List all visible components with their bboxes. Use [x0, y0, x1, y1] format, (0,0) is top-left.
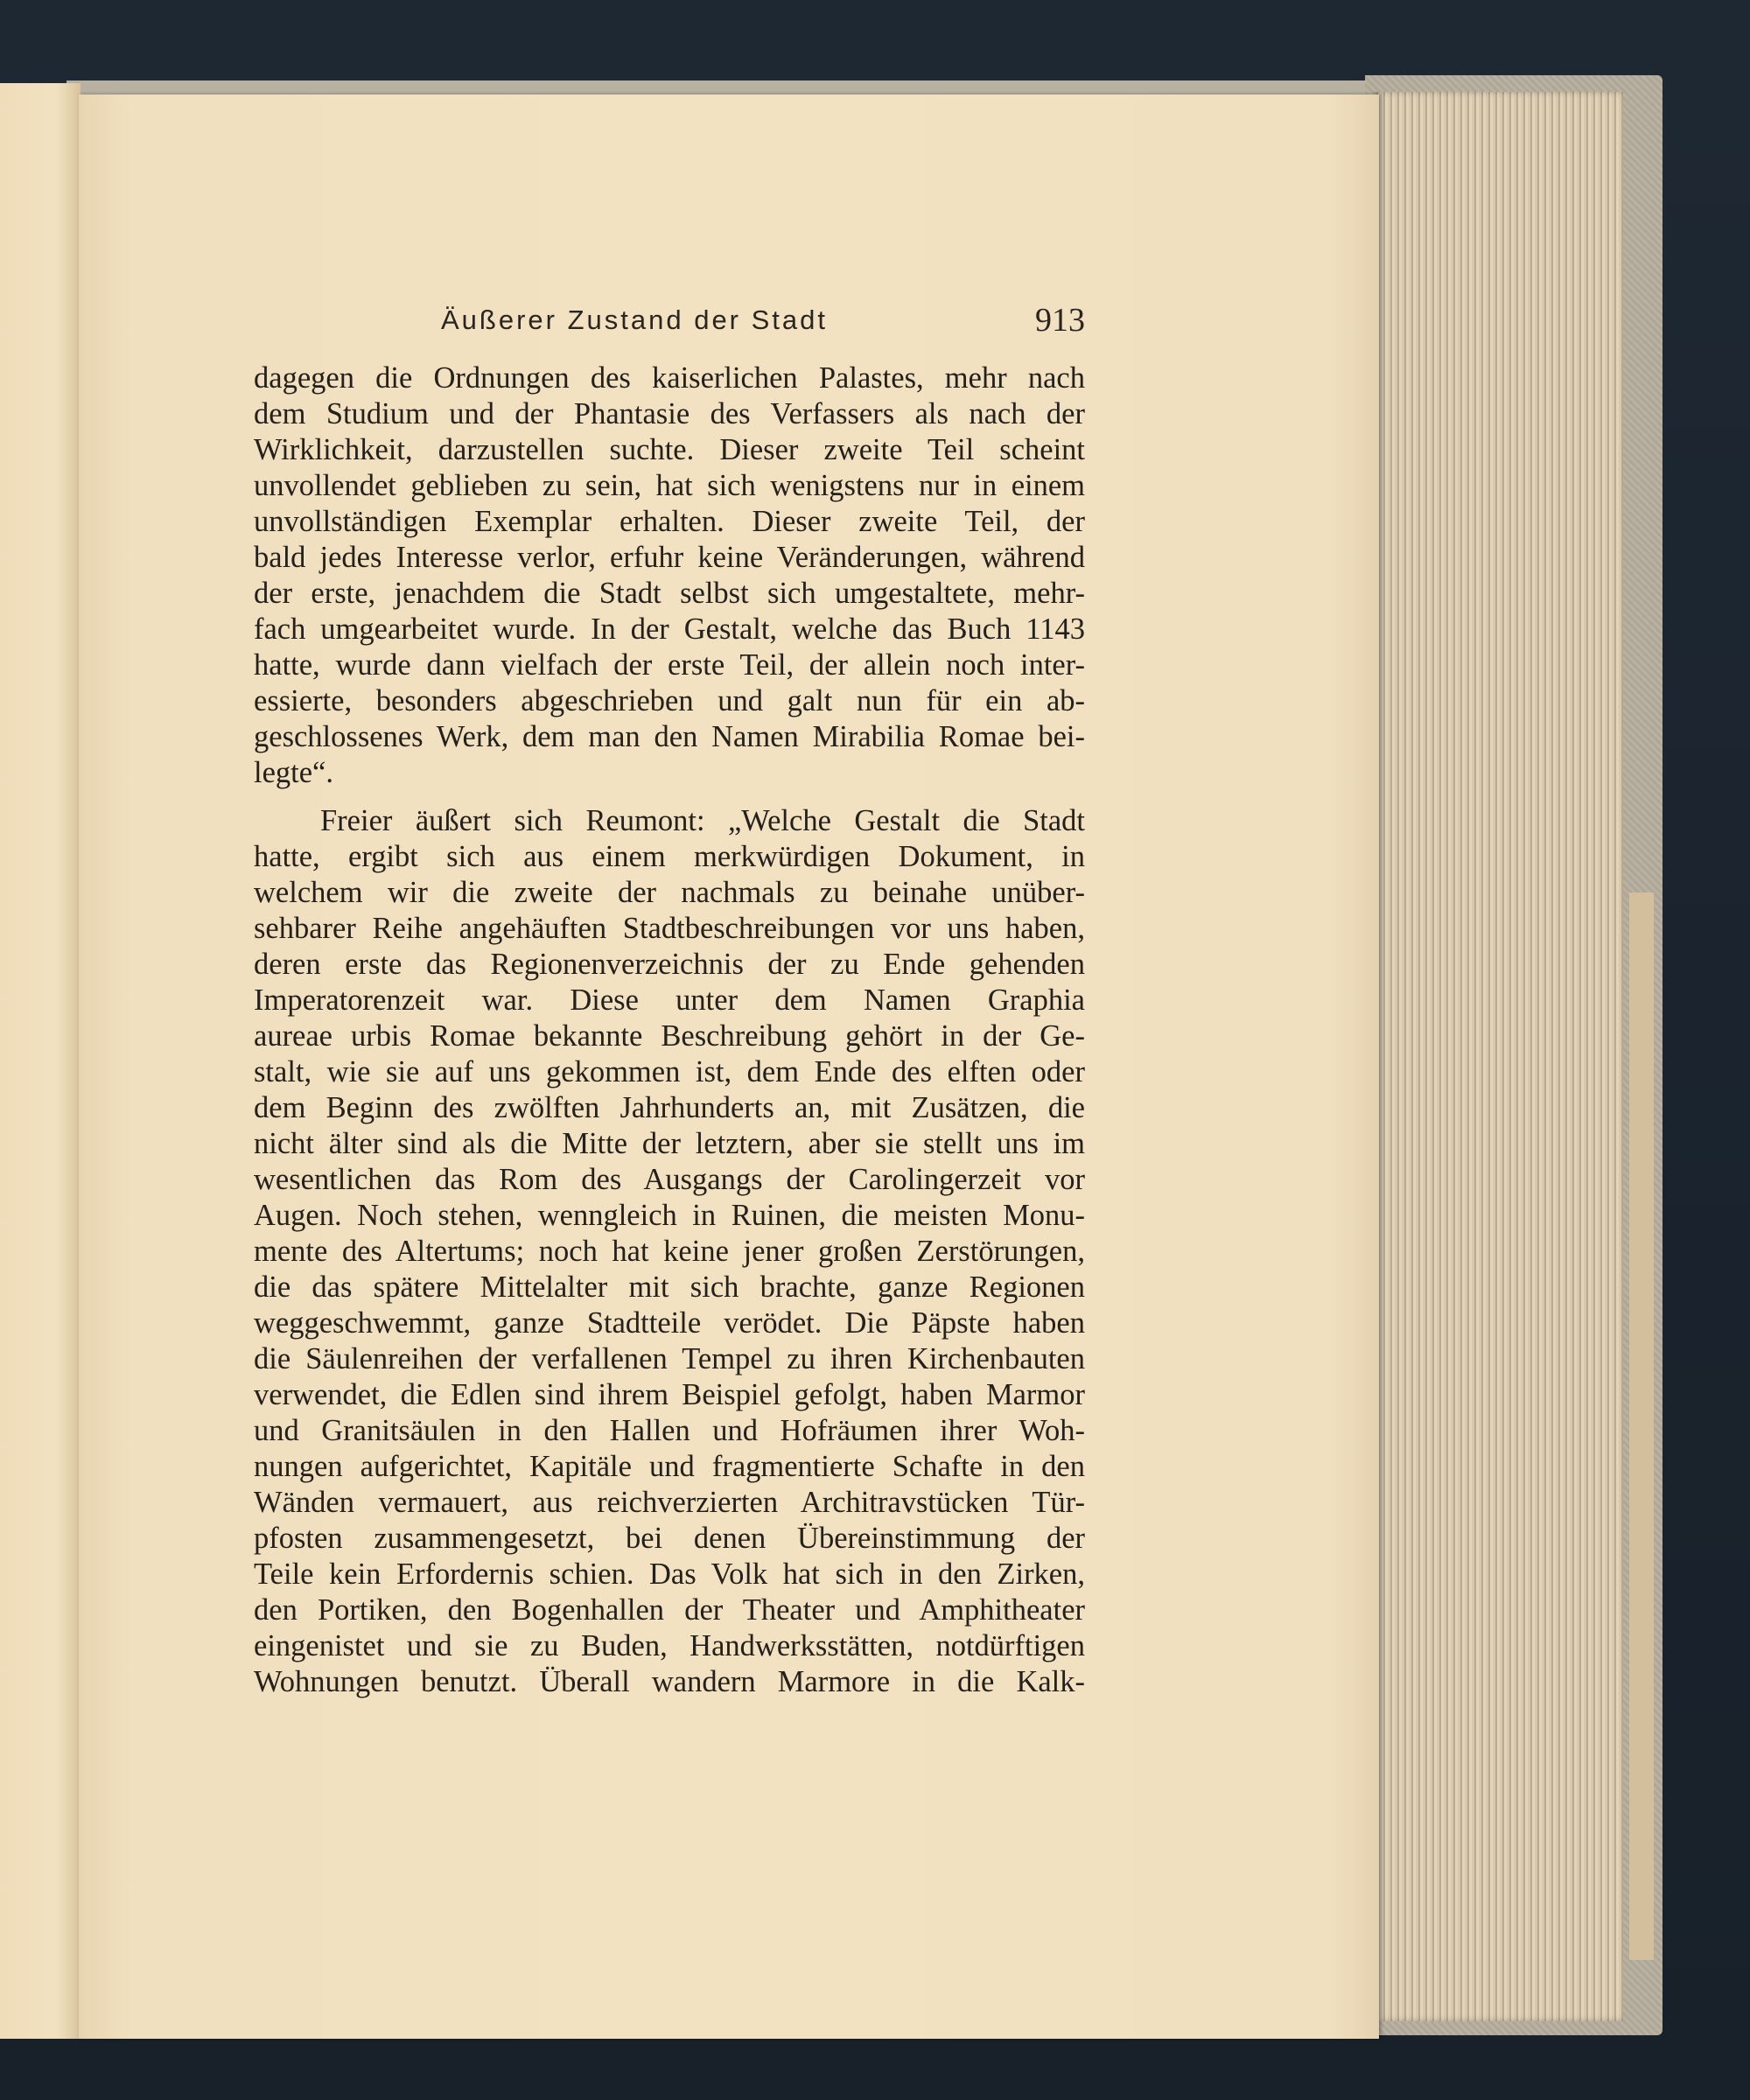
text-line: und Granitsäulen in den Hallen und Hofräumen ihrer Woh- [254, 1414, 1085, 1447]
text-line: deren erste das Regionenverzeichnis der zu Ende gehenden [254, 948, 1085, 981]
text-line: dem Beginn des zwölften Jahrhunderts an, mit Zusätzen, die [254, 1091, 1085, 1124]
page-number: 913 [1035, 302, 1085, 339]
text-line: Augen. Noch stehen, wenngleich in Ruinen, die meisten Monu- [254, 1199, 1085, 1232]
text-line: hatte, ergibt sich aus einem merkwürdigen Dokument, in [254, 840, 1085, 873]
paragraph-gap [254, 791, 1085, 803]
text-line: sehbarer Reihe angehäuften Stadtbeschreibungen vor uns haben, [254, 912, 1085, 945]
text-line: Wänden vermauert, aus reichverzierten Architravstücken Tür- [254, 1486, 1085, 1519]
text-line: geschlossenes Werk, dem man den Namen Mirabilia Romae bei- [254, 720, 1085, 753]
text-line: die das spätere Mittelalter mit sich brachte, ganze Regionen [254, 1270, 1085, 1304]
paragraph-1 [254, 360, 1085, 791]
text-line: eingenistet und sie zu Buden, Handwerksstätten, notdürftigen [254, 1629, 1085, 1662]
text-line: nicht älter sind als die Mitte der letztern, aber sie stellt uns im [254, 1127, 1085, 1160]
page-edges [1374, 92, 1623, 2021]
text-line: dagegen die Ordnungen des kaiserlichen Palastes, mehr nach [254, 361, 1085, 395]
text-line: der erste, jenachdem die Stadt selbst sich umgestaltete, mehr- [254, 577, 1085, 610]
body-text [254, 360, 1085, 1700]
text-line: fach umgearbeitet wurde. In der Gestalt, welche das Buch 1143 [254, 612, 1085, 646]
left-facing-page [0, 83, 80, 2039]
text-line: pfosten zusammengesetzt, bei denen Übereinstimmung der [254, 1522, 1085, 1555]
text-line: dem Studium und der Phantasie des Verfassers als nach der [254, 397, 1085, 430]
text-line: welchem wir die zweite der nachmals zu beinahe unüber- [254, 876, 1085, 909]
text-line: unvollendet geblieben zu sein, hat sich wenigstens nur in einem [254, 469, 1085, 502]
text-line: Freier äußert sich Reumont: „Welche Gestalt die Stadt [320, 804, 1085, 837]
text-line: aureae urbis Romae bekannte Beschreibung gehört in der Ge- [254, 1019, 1085, 1053]
text-line: hatte, wurde dann vielfach der erste Teil, der allein noch inter- [254, 648, 1085, 682]
text-line: Wohnungen benutzt. Überall wandern Marmore in die Kalk- [254, 1665, 1085, 1698]
running-head [254, 304, 1085, 348]
text-line: stalt, wie sie auf uns gekommen ist, dem Ende des elften oder [254, 1055, 1085, 1088]
text-line: Wirklichkeit, darzustellen suchte. Dieser zweite Teil scheint [254, 433, 1085, 466]
text-line: essierte, besonders abgeschrieben und galt nun für ein ab- [254, 684, 1085, 718]
text-line: Teile kein Erfordernis schien. Das Volk hat sich in den Zirken, [254, 1558, 1085, 1591]
text-line: wesentlichen das Rom des Ausgangs der Carolingerzeit vor [254, 1163, 1085, 1196]
text-line: nungen aufgerichtet, Kapitäle und fragmentierte Schafte in den [254, 1450, 1085, 1483]
page-edge-tab [1629, 892, 1654, 1960]
text-line: die Säulenreihen der verfallenen Tempel zu ihren Kirchenbauten [254, 1342, 1085, 1376]
paragraph-2 [254, 803, 1085, 1700]
text-line: Imperatorenzeit war. Diese unter dem Namen Graphia [254, 984, 1085, 1017]
text-line: unvollständigen Exemplar erhalten. Dieser zweite Teil, der [254, 505, 1085, 538]
text-line: mente des Altertums; noch hat keine jener großen Zerstörungen, [254, 1235, 1085, 1268]
text-line: bald jedes Interesse verlor, erfuhr keine Veränderungen, während [254, 541, 1085, 574]
text-line: verwendet, die Edlen sind ihrem Beispiel gefolgt, haben Marmor [254, 1378, 1085, 1411]
running-title: Äußerer Zustand der Stadt [440, 304, 829, 335]
text-line: weggeschwemmt, ganze Stadtteile verödet. Die Päpste haben [254, 1306, 1085, 1340]
text-line: den Portiken, den Bogenhallen der Theater und Amphitheater [254, 1593, 1085, 1627]
text-line: legte“. [254, 756, 333, 789]
